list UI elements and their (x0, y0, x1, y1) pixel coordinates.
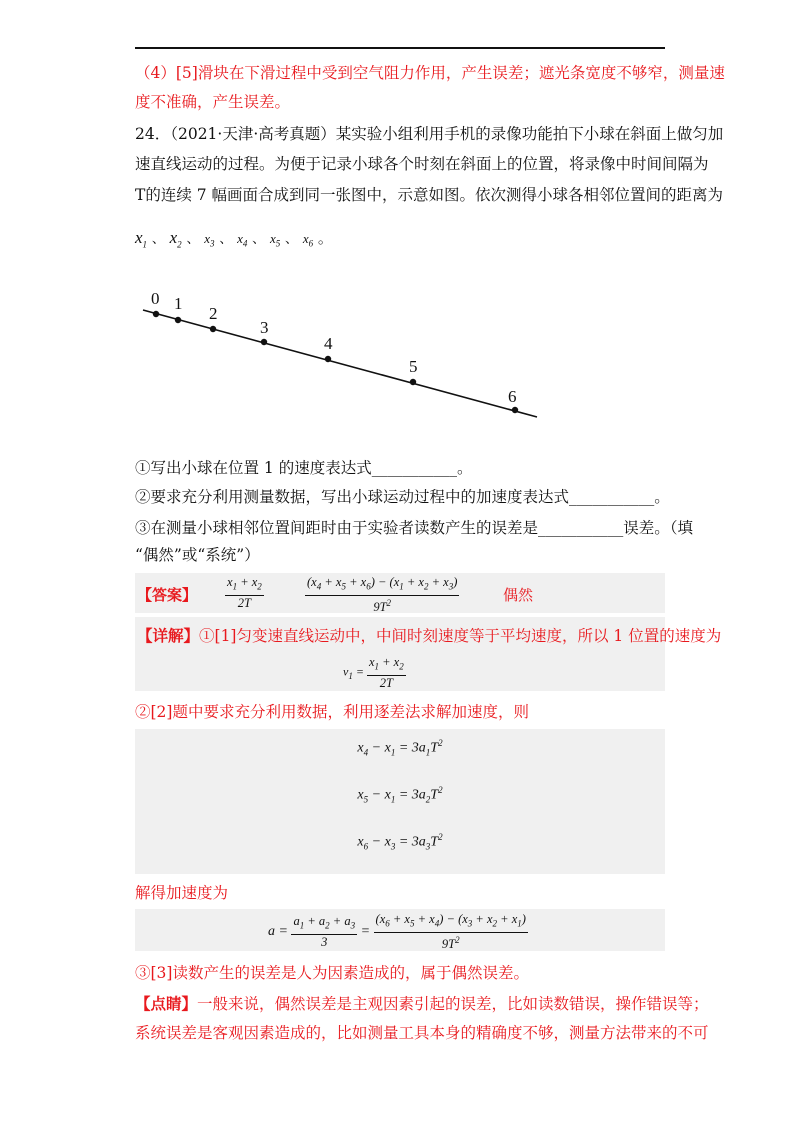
tip-line-1 (135, 993, 709, 1015)
solve-line: 解得加速度为 (135, 884, 229, 902)
question-line-3: T的连续 7 幅画面合成到同一张图中，示意如图。依次测得小球各相邻位置间的距离为 (135, 186, 724, 204)
ball-position-3 (261, 339, 267, 345)
ball-position-5 (410, 379, 416, 385)
ball-position-4 (325, 356, 331, 362)
question-line-1: 24．（2021·天津·高考真题）某实验小组利用手机的录像功能拍下小球在斜面上做匀加 (135, 125, 724, 143)
var-x6: $x_6$ (302, 231, 314, 249)
detail-text-1: ①[1]匀变速直线运动中，中间时刻速度等于平均速度，所以 1 位置的速度为 (199, 627, 722, 645)
header-rule (135, 47, 665, 49)
var-x1: $x_1$ (135, 228, 148, 250)
acceleration-formula: a = $\frac{a_1 + a_2 + a_3}{3}$ = $\frac{(x_6 + x_5 + x_4) - (x_3 + x_2 + x_1)}{9T^2}$ (268, 912, 526, 951)
velocity-formula: $v_1$ = $\frac{x_1 + x_2}{2T}$ (343, 655, 404, 690)
answer-box (135, 573, 665, 613)
ball-position-2 (210, 326, 216, 332)
answer-3-text: 偶然 (503, 586, 534, 604)
position-label-3: 3 (260, 318, 269, 337)
tip-label: 【点睛】 (135, 994, 198, 1013)
difference-equations-box (135, 729, 665, 874)
sub-question-1: ①写出小球在位置 1 的速度表达式___________。 (135, 459, 473, 477)
detail-line-2: ②[2]题中要求充分利用数据，利用逐差法求解加速度，则 (135, 703, 529, 721)
equation-a2: $x_5 - x_1 = 3a_2T^2$ (357, 785, 443, 805)
sub-question-3-cont: “偶然”或“系统”） (135, 546, 260, 564)
position-label-2: 2 (209, 304, 218, 323)
position-label-4: 4 (324, 334, 333, 353)
var-x2: $x_2$ (169, 228, 182, 250)
answer-label: 【答案】 (137, 586, 198, 604)
equation-a3: $x_6 - x_3 = 3a_3T^2$ (357, 832, 443, 852)
prev-answer-line-1: （4）[5]滑块在下滑过程中受到空气阻力作用，产生误差；遮光条宽度不够窄，测量速 (135, 64, 725, 82)
answer-1-formula: $\frac{x_1 + x_2}{2T}$ (227, 575, 262, 610)
var-x3: $x_3$ (204, 231, 215, 249)
ball-position-6 (512, 407, 518, 413)
question-line-2: 速直线运动的过程。为便于记录小球各个时刻在斜面上的位置，将录像中时间间隔为 (135, 155, 709, 173)
var-x4: $x_4$ (237, 231, 248, 249)
incline-line (143, 310, 537, 417)
position-label-1: 1 (174, 294, 183, 313)
sub-question-3: ③在测量小球相邻位置间距时由于实验者读数产生的误差是___________误差。（填 (135, 519, 694, 537)
tip-text-1: 一般来说，偶然误差是主观因素引起的误差，比如读数错误，操作错误等； (197, 995, 709, 1013)
position-label-5: 5 (409, 357, 418, 376)
tip-line-2: 系统误差是客观因素造成的，比如测量工具本身的精确度不够，测量方法带来的不可 (135, 1024, 709, 1042)
equation-a1: $x_4 - x_1 = 3a_1T^2$ (357, 738, 443, 758)
acceleration-formula-box (135, 909, 665, 951)
detail-line-1 (137, 624, 721, 646)
detail-label: 【详解】 (137, 626, 200, 645)
detail-box-1 (135, 617, 722, 691)
ball-position-1 (175, 317, 181, 323)
var-x5: $x_5$ (269, 231, 281, 249)
position-label-0: 0 (151, 289, 160, 308)
prev-answer-line-2: 度不准确，产生误差。 (135, 93, 291, 111)
sub-question-2: ②要求充分利用测量数据，写出小球运动过程中的加速度表达式___________。 (135, 488, 670, 506)
incline-figure (130, 285, 550, 425)
detail-line-3: ③[3]读数产生的误差是人为因素造成的，属于偶然误差。 (135, 964, 529, 982)
ball-position-0 (153, 311, 159, 317)
position-label-6: 6 (508, 387, 517, 406)
answer-2-formula: $\frac{(x_4 + x_5 + x_6) - (x_1 + x_2 + x_3)}{9T^2}$ (307, 575, 458, 614)
distance-variables: $x_1$ 、 $x_2$ 、 $x_3$ 、 $x_4$ 、 $x_5$ 、 $x_6$ 。 (135, 228, 333, 250)
